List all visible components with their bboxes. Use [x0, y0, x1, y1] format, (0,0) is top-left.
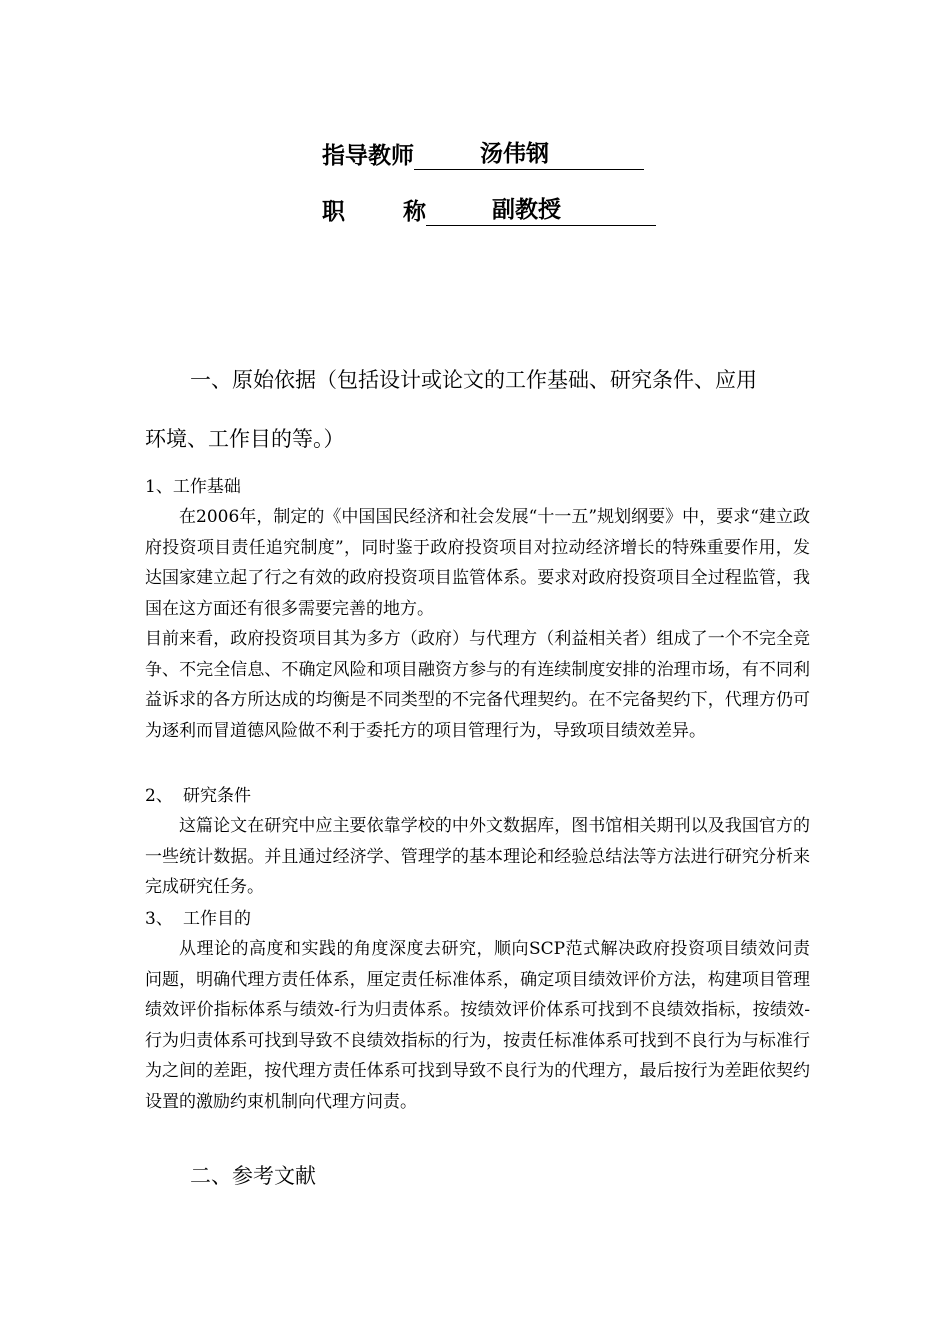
sub1-heading: 1、工作基础 — [145, 477, 241, 497]
sub2-heading — [145, 781, 251, 811]
sub1-body — [145, 502, 810, 746]
sub3-body — [145, 934, 810, 1117]
sub1-paragraph-1: 在2006年，制定的《中国国民经济和社会发展“十一五”规划纲要》中，要求“建立政府投资项目责任追究制度”，同时鉴于政府投资项目对拉动经济增长的特殊重要作用，发达国家建立起了行之有效的政府投资项目监管体系。要求对政府投资项目全过程监管，我国在这方面还有很多需要完善的地方。 — [145, 507, 810, 619]
sub2-number: 2、 — [145, 786, 173, 806]
advisor-label: 指导教师 — [322, 143, 414, 169]
title-value: 副教授 — [426, 195, 656, 226]
sub2-paragraph: 这篇论文在研究中应主要依靠学校的中外文数据库，图书馆相关期刊以及我国官方的一些统计数据。并且通过经济学、管理学的基本理论和经验总结法等方法进行研究分析来完成研究任务。 — [145, 816, 810, 897]
sub2-title: 研究条件 — [183, 786, 251, 806]
sub1-paragraph-2: 目前来看，政府投资项目其为多方（政府）与代理方（利益相关者）组成了一个不完全竞争、不完全信息、不确定风险和项目融资方参与的有连续制度安排的治理市场，有不同利益诉求的各方所达成的均衡是不同类型的不完备代理契约。在不完备契约下，代理方仍可为逐利而冒道德风险做不利于委托方的项目管理行为，导致项目绩效差异。 — [145, 629, 810, 741]
title-row — [322, 190, 656, 226]
sub3-number: 3、 — [145, 909, 173, 929]
sub3-paragraph: 从理论的高度和实践的角度深度去研究，顺向SCP范式解决政府投资项目绩效问责问题，明确代理方责任体系，厘定责任标准体系，确定项目绩效评价方法，构建项目管理绩效评价指标体系与绩效-行为归责体系。按绩效评价体系可找到不良绩效指标，按绩效-行为归责体系可找到导致不良绩效指标的行为，按责任标准体系可找到不良行为与标准行为之间的差距，按代理方责任体系可找到导致不良行为的代理方，最后按行为差距依契约设置的激励约束机制向代理方问责。 — [145, 939, 810, 1112]
title-label-char-1: 职 — [322, 199, 345, 225]
sub2-body — [145, 811, 810, 903]
section2-heading: 二、参考文献 — [190, 1164, 316, 1188]
advisor-value: 汤伟钢 — [414, 139, 644, 170]
sub3-heading — [145, 904, 251, 934]
title-label-char-2: 称 — [403, 199, 426, 225]
sub3-title: 工作目的 — [183, 909, 251, 929]
section1-heading-line2: 环境、工作目的等。） — [145, 427, 345, 451]
section1-heading-line1: 一、原始依据（包括设计或论文的工作基础、研究条件、应用 — [190, 368, 757, 392]
title-label — [322, 193, 426, 226]
advisor-row — [322, 134, 644, 170]
